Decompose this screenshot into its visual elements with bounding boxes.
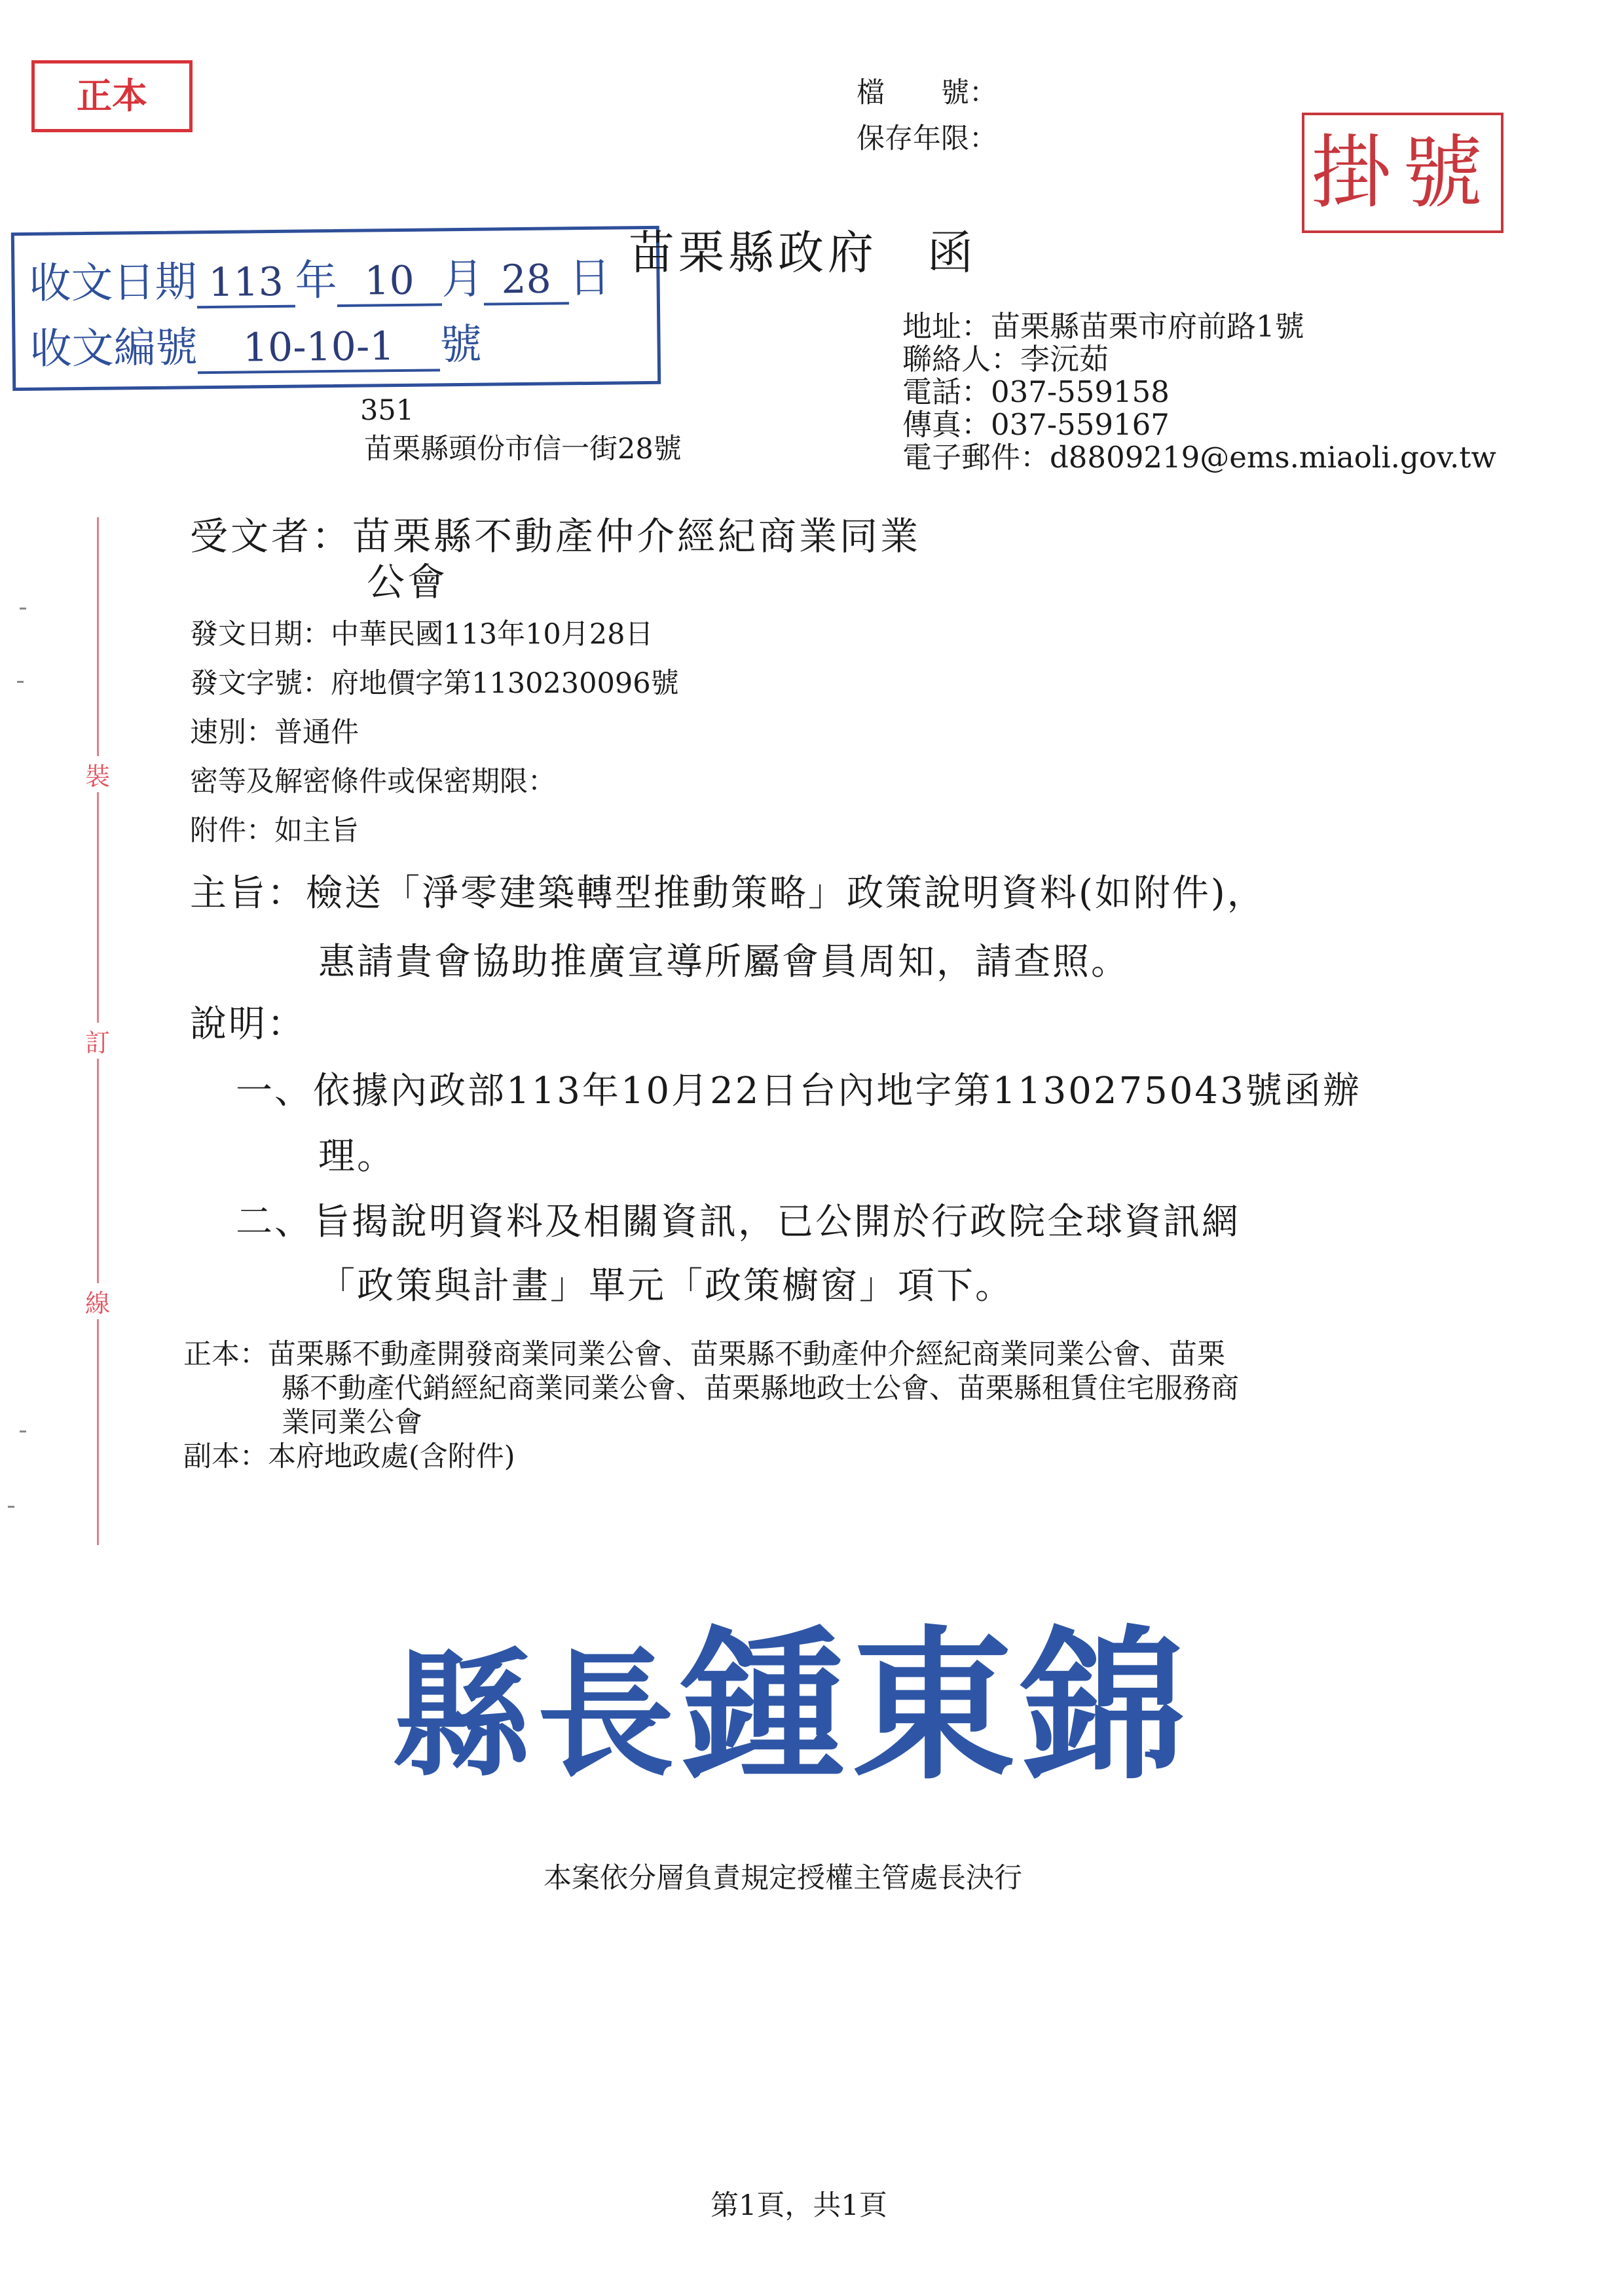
copy-recipients: 副本：本府地政處(含附件) [183, 1440, 515, 1473]
original-recipients-line-2: 縣不動產代銷經紀商業同業公會、苗栗縣地政士公會、苗栗縣租賃住宅服務商 [282, 1372, 1239, 1405]
margin-mark [17, 681, 24, 683]
original-copy-stamp: 正本 [31, 60, 193, 132]
issue-number: 發文字號：府地價字第1130230096號 [190, 667, 679, 700]
binding-char-3: 線 [81, 1283, 114, 1319]
file-number-label: 檔 號： [857, 77, 997, 109]
document-title: 苗栗縣政府 函 [629, 226, 977, 280]
recipient-mail-address: 苗栗縣頭份市信一街28號 [364, 433, 682, 465]
sender-contact: 聯絡人：李沅茹 [902, 342, 1109, 376]
sender-info [902, 310, 1496, 474]
receipt-month: 10 [337, 257, 442, 307]
explanation-item-1-line-1: 一、依據內政部113年10月22日台內地字第1130275043號函辦 [236, 1070, 1361, 1112]
delegation-note: 本案依分層負責規定授權主管處長決行 [544, 1862, 1022, 1895]
explanation-label: 說明： [190, 1003, 306, 1046]
mayor-title: 縣長 [393, 1634, 682, 1796]
receipt-number-value: 10-10-1 [197, 323, 440, 374]
sender-address: 地址：苗栗縣苗栗市府前路1號 [902, 309, 1304, 344]
original-recipients-line-1: 正本：苗栗縣不動產開發商業同業公會、苗栗縣不動產仲介經紀商業同業公會、苗栗 [183, 1338, 1225, 1371]
explanation-item-1-line-2: 理。 [318, 1135, 396, 1178]
receipt-number-label: 收文編號 [29, 323, 198, 374]
subject-line-1: 主旨：檢送「淨零建築轉型推動策略」政策說明資料(如附件)， [190, 872, 1266, 915]
page-number: 第1頁，共1頁 [710, 2189, 887, 2222]
mayor-name: 鍾東錦 [681, 1609, 1192, 1802]
receipt-date-row [29, 244, 611, 310]
sender-phone: 電話：037-559158 [902, 374, 1170, 409]
margin-mark [20, 608, 26, 610]
sender-email: 電子郵件：d8809219@ems.miaoli.gov.tw [902, 440, 1496, 475]
mayor-signature-seal [393, 1575, 1192, 1802]
sender-fax: 傳真：037-559167 [902, 407, 1170, 442]
receipt-year-char: 年 [295, 256, 337, 306]
receipt-day: 28 [483, 256, 569, 305]
receipt-date-label: 收文日期 [29, 258, 197, 308]
receipt-number-row [29, 311, 482, 376]
margin-mark [20, 1430, 26, 1432]
attachment: 附件：如主旨 [190, 814, 359, 847]
delivery-speed: 速別：普通件 [190, 716, 359, 749]
receipt-number-suffix: 號 [439, 320, 482, 370]
registered-mail-stamp: 掛號 [1302, 113, 1504, 233]
receipt-stamp [11, 226, 661, 391]
recipient-line-1: 受文者：苗栗縣不動產仲介經紀商業同業 [190, 514, 921, 558]
receipt-year: 113 [196, 259, 295, 309]
classification: 密等及解密條件或保密期限： [190, 765, 556, 798]
recipient-line-2: 公會 [367, 560, 449, 604]
binding-char-1: 裝 [81, 756, 114, 792]
explanation-item-2-line-1: 二、旨揭說明資料及相關資訊，已公開於行政院全球資訊網 [236, 1201, 1240, 1243]
receipt-month-char: 月 [441, 255, 484, 304]
binding-char-2: 訂 [81, 1023, 114, 1059]
receipt-day-char: 日 [568, 253, 611, 303]
recipient-postcode: 351 [360, 394, 415, 427]
margin-mark [8, 1506, 14, 1508]
subject-line-2: 惠請貴會協助推廣宣導所屬會員周知，請查照。 [318, 941, 1130, 983]
retention-period-label: 保存年限： [857, 122, 997, 155]
original-recipients-line-3: 業同業公會 [282, 1406, 422, 1439]
issue-date: 發文日期：中華民國113年10月28日 [190, 618, 654, 651]
explanation-item-2-line-2: 「政策與計畫」單元「政策櫥窗」項下。 [318, 1265, 1014, 1307]
